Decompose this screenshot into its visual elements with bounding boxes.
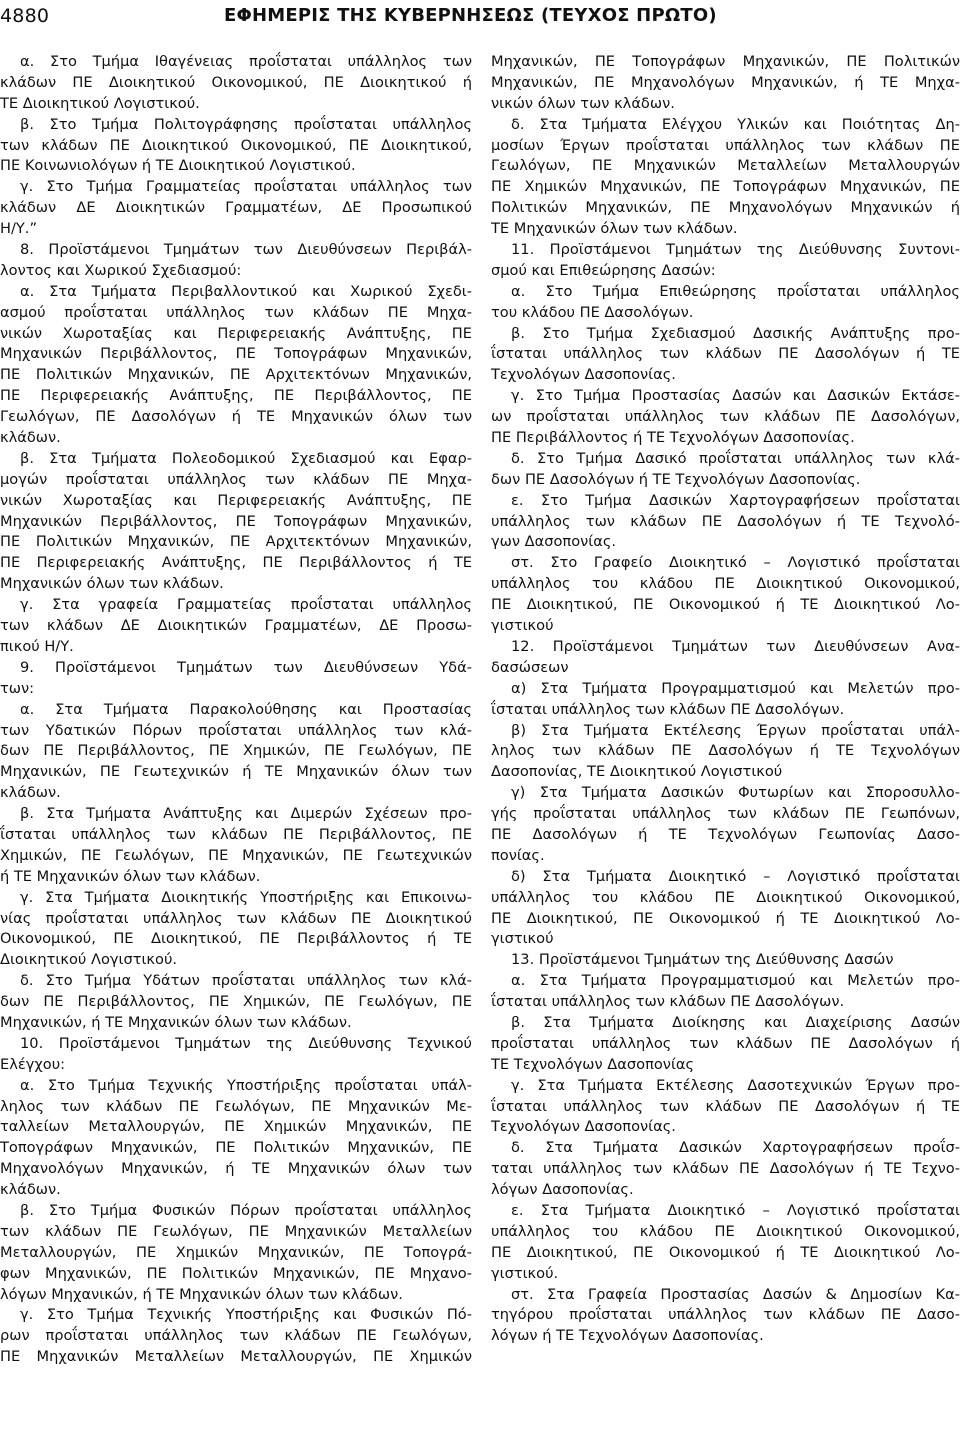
text-line: α. Στα Τμήματα Προγραμματισμού και Μελετών προ-: [511, 972, 960, 990]
text-line: υπάλληλος του κλάδου ΠΕ Διοικητικού Οικονομικού,: [491, 888, 960, 906]
text-line: Μηχανικών, ή ΤΕ Μηχανικών όλων των κλάδων.: [0, 1013, 352, 1031]
text-line: Τεχνολόγων Δασοπονίας.: [491, 366, 676, 384]
text-line: λόγων Δασοπονίας.: [491, 1181, 634, 1199]
text-line: ταλλείων Μεταλλουργών, ΠΕ Χημικών Μηχανικών, ΠΕ: [0, 1118, 472, 1136]
text-line: ΠΕ Περιβάλλοντος ή ΤΕ Τεχνολόγων Δασοπονίας.: [491, 429, 855, 447]
text-line: Μηχανικών όλων των κλάδων.: [0, 575, 224, 593]
text-line: ΐσταται υπάλληλος των κλάδων ΠΕ Δασολόγων.: [491, 700, 845, 718]
text-line: δων ΠΕ Περιβάλλοντος, ΠΕ Χημικών, ΠΕ Γεωλόγων, ΠΕ: [0, 993, 472, 1011]
text-line: Οικονομικού, ΠΕ Διοικητικού, ΠΕ Περιβάλλοντος ή ΤΕ: [0, 930, 472, 948]
text-line: Τεχνολόγων Δασοπονίας.: [491, 1118, 676, 1136]
text-line: ή ΤΕ Μηχανικών όλων των κλάδων.: [0, 867, 261, 885]
text-line: α. Στο Τμήμα Τεχνικής Υποστήριξης προΐσταται υπάλ-: [20, 1076, 472, 1094]
text-line: ΤΕ Διοικητικού Λογιστικού.: [0, 94, 200, 112]
text-line: ασμού προΐσταται υπάλληλος των κλάδων ΠΕ Μηχα-: [0, 303, 472, 321]
text-line: ων προΐσταται υπάλληλος των κλάδων ΠΕ Δασολόγων,: [491, 408, 960, 426]
text-line: ΠΕ Χημικών Μηχανικών, ΠΕ Τοπογράφων Μηχανικών, ΠΕ: [491, 178, 960, 196]
text-line: Ελέγχου:: [0, 1055, 66, 1073]
page-header: [0, 0, 960, 40]
text-line: των Υδατικών Πόρων προΐσταται υπάλληλος των κλά-: [0, 721, 472, 739]
text-line: ΠΕ Μηχανικών Μεταλλείων Μεταλλουργών, ΠΕ Χημικών: [0, 1348, 472, 1366]
text-line: κλάδων ΔΕ Διοικητικών Γραμματέων, ΔΕ Προσωπικού: [0, 199, 472, 217]
text-line: δ) Στα Τμήματα Διοικητικό – Λογιστικό προΐσταται: [511, 867, 960, 885]
text-line: υπάλληλος των κλάδων ΠΕ Δασολόγων ή ΤΕ Τεχνολό-: [491, 512, 960, 530]
text-line: ΠΕ Διοικητικού, ΠΕ Οικονομικού ή ΤΕ Διοικητικού Λο-: [491, 1243, 960, 1261]
text-line: λοντος και Χωρικού Σχεδιασμού:: [0, 261, 242, 279]
text-line: Μηχανικών, ΠΕ Γεωτεχνικών ή ΤΕ Μηχανικών όλων των: [0, 763, 472, 781]
text-line: γιστικού.: [491, 1264, 559, 1282]
text-line: προΐσταται υπάλληλος των κλάδων ΠΕ Δασολόγων ή: [491, 1034, 960, 1052]
text-line: του κλάδου ΠΕ Δασολόγων.: [491, 303, 694, 321]
text-line: ρων προΐσταται υπάλληλος των κλάδων ΠΕ Γεωλόγων,: [0, 1327, 472, 1345]
text-line: νικών Χωροταξίας και Περιφερειακής Ανάπτυξης, ΠΕ: [0, 491, 472, 509]
text-line: υπάλληλος του κλάδου ΠΕ Διοικητικού Οικονομικού,: [491, 1222, 960, 1240]
text-line: α. Στο Τμήμα Ιθαγένειας προΐσταται υπάλληλος των: [20, 53, 472, 70]
page-number: 4880: [0, 5, 50, 27]
text-line: λόγων Μηχανικών, ή ΤΕ Μηχανικών όλων των κλάδων.: [0, 1285, 403, 1303]
text-line: 11. Προϊστάμενοι Τμημάτων της Διεύθυνσης Συντονι-: [511, 241, 960, 259]
text-line: γ. Στα Τμήματα Εκτέλεσης Δασοτεχνικών Έργων προ-: [511, 1076, 960, 1094]
text-line: μογών προΐσταται υπάλληλος των κλάδων ΠΕ Μηχα-: [0, 470, 472, 488]
text-line: ΠΕ Διοικητικού, ΠΕ Οικονομικού ή ΤΕ Διοικητικού Λο-: [491, 596, 960, 614]
text-line: υπάλληλος του κλάδου ΠΕ Διοικητικού Οικονομικού,: [491, 575, 960, 593]
text-line: νικών Χωροταξίας και Περιφερειακής Ανάπτυξης, ΠΕ: [0, 324, 472, 342]
text-line: φων Μηχανικών, ΠΕ Πολιτικών Μηχανικών, ΠΕ Μηχανο-: [0, 1264, 472, 1282]
text-line: νίας προΐσταται υπάλληλος των κλάδων ΠΕ Διοικητικού: [0, 909, 472, 927]
text-line: γ. Στο Τμήμα Γραμματείας προΐσταται υπάλληλος των: [20, 178, 472, 196]
text-line: β. Στο Τμήμα Σχεδιασμού Δασικής Ανάπτυξης προ-: [511, 324, 960, 342]
text-line: 8. Προϊστάμενοι Τμημάτων των Διευθύνσεων Περιβάλ-: [20, 241, 472, 259]
text-line: γ. Στο Τμήμα Προστασίας Δασών και Δασικών Εκτάσε-: [511, 387, 960, 405]
text-line: 9. Προϊστάμενοι Τμημάτων των Διευθύνσεων Υδά-: [20, 658, 472, 676]
text-line: α. Στα Τμήματα Περιβαλλοντικού και Χωρικού Σχεδι-: [20, 282, 472, 300]
text-line: μοσίων Έργων προΐσταται υπάλληλος των κλάδων ΠΕ: [491, 136, 960, 154]
text-line: Δασοπονίας, ΤΕ Διοικητικού Λογιστικού: [491, 763, 783, 781]
text-line: Μηχανικών, ΠΕ Μηχανολόγων Μηχανικών, ή ΤΕ Μηχα-: [491, 73, 960, 91]
text-line: ΐσταται υπάλληλος των κλάδων ΠΕ Δασολόγων ή ΤΕ: [491, 1097, 960, 1115]
text-line: ΠΕ Περιφερειακής Ανάπτυξης, ΠΕ Περιβάλλοντος, ΠΕ: [0, 387, 472, 405]
text-line: ΐσταται υπάλληλος των κλάδων ΠΕ Περιβάλλοντος, ΠΕ: [0, 825, 472, 843]
text-line: β. Στο Τμήμα Πολιτογράφησης προΐσταται υπάλληλος: [20, 115, 472, 133]
text-line: α. Στο Τμήμα Επιθεώρησης προΐσταται υπάλληλος: [511, 282, 960, 300]
text-line: γων Δασοπονίας.: [491, 533, 617, 551]
text-line: δ. Στο Τμήμα Δασικό προΐσταται υπάλληλος των κλά-: [511, 449, 960, 467]
text-line: δων ΠΕ Περιβάλλοντος, ΠΕ Χημικών, ΠΕ Γεωλόγων, ΠΕ: [0, 742, 472, 760]
text-line: κλάδων.: [0, 784, 61, 802]
text-line: 10. Προϊστάμενοι Τμημάτων της Διεύθυνσης Τεχνικού: [20, 1034, 472, 1052]
text-line: ΠΕ Περιφερειακής Ανάπτυξης, ΠΕ Περιβάλλοντος ή ΤΕ: [0, 554, 472, 572]
text-line: β) Στα Τμήματα Εκτέλεσης Έργων προΐσταται υπάλ-: [511, 721, 960, 739]
text-line: 12. Προϊστάμενοι Τμημάτων των Διευθύνσεων Ανα-: [511, 637, 960, 655]
text-line: β. Στα Τμήματα Ανάπτυξης και Διμερών Σχέσεων προ-: [20, 805, 472, 823]
text-line: ληλος των κλάδων ΠΕ Δασολόγων ή ΤΕ Τεχνολόγων: [491, 742, 960, 760]
text-line: νικών όλων των κλάδων.: [491, 94, 675, 112]
text-line: πικού Η/Υ.: [0, 637, 74, 655]
text-line: Γεωλόγων, ΠΕ Δασολόγων ή ΤΕ Μηχανικών όλων των: [0, 408, 472, 426]
text-line: Γεωλόγων, ΠΕ Μηχανικών Μεταλλείων Μεταλλουργών: [491, 157, 960, 175]
text-line: γιστικού: [491, 930, 554, 948]
text-line: Μηχανικών Περιβάλλοντος, ΠΕ Τοπογράφων Μηχανικών,: [0, 512, 472, 530]
text-line: Τοπογράφων Μηχανικών, ΠΕ Πολιτικών Μηχανικών, ΠΕ: [0, 1139, 472, 1157]
text-line: σμού και Επιθεώρησης Δασών:: [491, 261, 716, 279]
text-line: δ. Στα Τμήματα Δασικών Χαρτογραφήσεων προΐσ-: [511, 1139, 960, 1157]
text-line: α. Στα Τμήματα Παρακολούθησης και Προστασίας: [20, 700, 472, 718]
text-line: δασώσεων: [491, 658, 569, 676]
text-line: ΤΕ Μηχανικών όλων των κλάδων.: [491, 220, 738, 238]
text-line: δων ΠΕ Δασολόγων ή ΤΕ Τεχνολόγων Δασοπονίας.: [491, 470, 861, 488]
journal-title: ΕΦΗΜΕΡΙΣ ΤΗΣ ΚΥΒΕΡΝΗΣΕΩΣ (ΤΕΥΧΟΣ ΠΡΩΤΟ): [224, 5, 717, 26]
text-line: τηγόρου προΐσταται υπάλληλος των κλάδων ΠΕ Δασο-: [491, 1306, 960, 1324]
text-line: κλάδων.: [0, 1181, 61, 1199]
text-line: Διοικητικού Λογιστικού.: [0, 951, 178, 969]
text-line: των:: [0, 679, 35, 697]
text-line: κλάδων ΠΕ Διοικητικού Οικονομικού, ΠΕ Διοικητικού ή: [0, 73, 472, 91]
text-line: γ. Στο Τμήμα Τεχνικής Υποστήριξης και Φυσικών Πό-: [20, 1306, 472, 1324]
text-line: των κλάδων ΔΕ Διοικητικών Γραμματέων, ΔΕ Προσω-: [0, 617, 472, 635]
text-line: γιστικού: [491, 617, 554, 635]
right-text-column: [491, 52, 960, 1347]
text-line: Πολιτικών Μηχανικών, ΠΕ Μηχανολόγων Μηχανικών ή: [491, 199, 960, 217]
text-line: Χημικών, ΠΕ Γεωλόγων, ΠΕ Μηχανικών, ΠΕ Γεωτεχνικών: [0, 846, 472, 864]
text-line: β. Στα Τμήματα Πολεοδομικού Σχεδιασμού και Εφαρ-: [20, 449, 472, 467]
text-line: ε. Στα Τμήματα Διοικητικό – Λογιστικό προΐσταται: [511, 1201, 960, 1219]
text-line: δ. Στα Τμήματα Ελέγχου Υλικών και Ποιότητας Δη-: [511, 115, 960, 133]
text-line: Μηχανολόγων Μηχανικών, ή ΤΕ Μηχανικών όλων των: [0, 1160, 472, 1178]
text-line: δ. Στο Τμήμα Υδάτων προΐσταται υπάλληλος των κλά-: [20, 972, 472, 990]
text-line: γ. Στα Τμήματα Διοικητικής Υποστήριξης και Επικοινω-: [20, 888, 472, 906]
text-line: λόγων ή ΤΕ Τεχνολόγων Δασοπονίας.: [491, 1327, 764, 1345]
text-line: ΠΕ Πολιτικών Μηχανικών, ΠΕ Αρχιτεκτόνων Μηχανικών,: [0, 366, 472, 384]
text-line: ΠΕ Πολιτικών Μηχανικών, ΠΕ Αρχιτεκτόνων Μηχανικών,: [0, 533, 472, 551]
text-line: κλάδων.: [0, 429, 61, 447]
text-line: Μεταλλουργών, ΠΕ Χημικών Μηχανικών, ΠΕ Τοπογρά-: [0, 1243, 472, 1261]
text-line: ΐσταται υπάλληλος των κλάδων ΠΕ Δασολόγων ή ΤΕ: [491, 345, 960, 363]
text-line: ΐσταται υπάλληλος των κλάδων ΠΕ Δασολόγων.: [491, 993, 845, 1011]
text-line: των κλάδων ΠΕ Διοικητικού Οικονομικού, ΠΕ Διοικητικού,: [0, 136, 472, 154]
left-text-column: [0, 52, 472, 1368]
text-line: ΠΕ Δασολόγων ή ΤΕ Τεχνολόγων Γεωπονίας Δασο-: [491, 825, 960, 843]
text-line: ΤΕ Τεχνολόγων Δασοπονίας: [491, 1055, 695, 1073]
text-line: Μηχανικών, ΠΕ Τοπογράφων Μηχανικών, ΠΕ Πολιτικών: [491, 53, 960, 70]
text-line: πονίας.: [491, 846, 545, 864]
text-line: Η/Υ.”: [0, 220, 38, 238]
text-line: α) Στα Τμήματα Προγραμματισμού και Μελετών προ-: [511, 679, 960, 697]
text-line: ΠΕ Διοικητικού, ΠΕ Οικονομικού ή ΤΕ Διοικητικού Λο-: [491, 909, 960, 927]
text-line: ληλος των κλάδων ΠΕ Γεωλόγων, ΠΕ Μηχανικών Με-: [0, 1097, 472, 1115]
text-line: Μηχανικών Περιβάλλοντος, ΠΕ Τοπογράφων Μηχανικών,: [0, 345, 472, 363]
text-line: ταται υπάλληλος των κλάδων ΠΕ Δασολόγων ή ΤΕ Τεχνο-: [491, 1160, 960, 1178]
text-line: στ. Στο Γραφείο Διοικητικό – Λογιστικό προΐσταται: [511, 554, 960, 572]
text-line: 13. Προϊστάμενοι Τμημάτων της Διεύθυνσης Δασών: [511, 951, 894, 969]
text-line: β. Στα Τμήματα Διοίκησης και Διαχείρισης Δασών: [511, 1013, 960, 1031]
text-line: γ. Στα γραφεία Γραμματείας προΐσταται υπάλληλος: [20, 596, 472, 614]
text-line: ε. Στο Τμήμα Δασικών Χαρτογραφήσεων προΐσταται: [511, 491, 960, 509]
text-line: ΠΕ Κοινωνιολόγων ή ΤΕ Διοικητικού Λογιστικού.: [0, 157, 356, 175]
text-line: β. Στο Τμήμα Φυσικών Πόρων προΐσταται υπάλληλος: [20, 1201, 472, 1219]
text-line: των κλάδων ΠΕ Γεωλόγων, ΠΕ Μηχανικών Μεταλλείων: [0, 1222, 472, 1240]
text-line: γής προΐσταται υπάλληλος των κλάδων ΠΕ Γεωπόνων,: [491, 805, 960, 823]
text-line: γ) Στα Τμήματα Δασικών Φυτωρίων και Σποροσυλλο-: [511, 784, 960, 802]
text-line: στ. Στα Γραφεία Προστασίας Δασών & Δημοσίων Κα-: [511, 1285, 960, 1303]
